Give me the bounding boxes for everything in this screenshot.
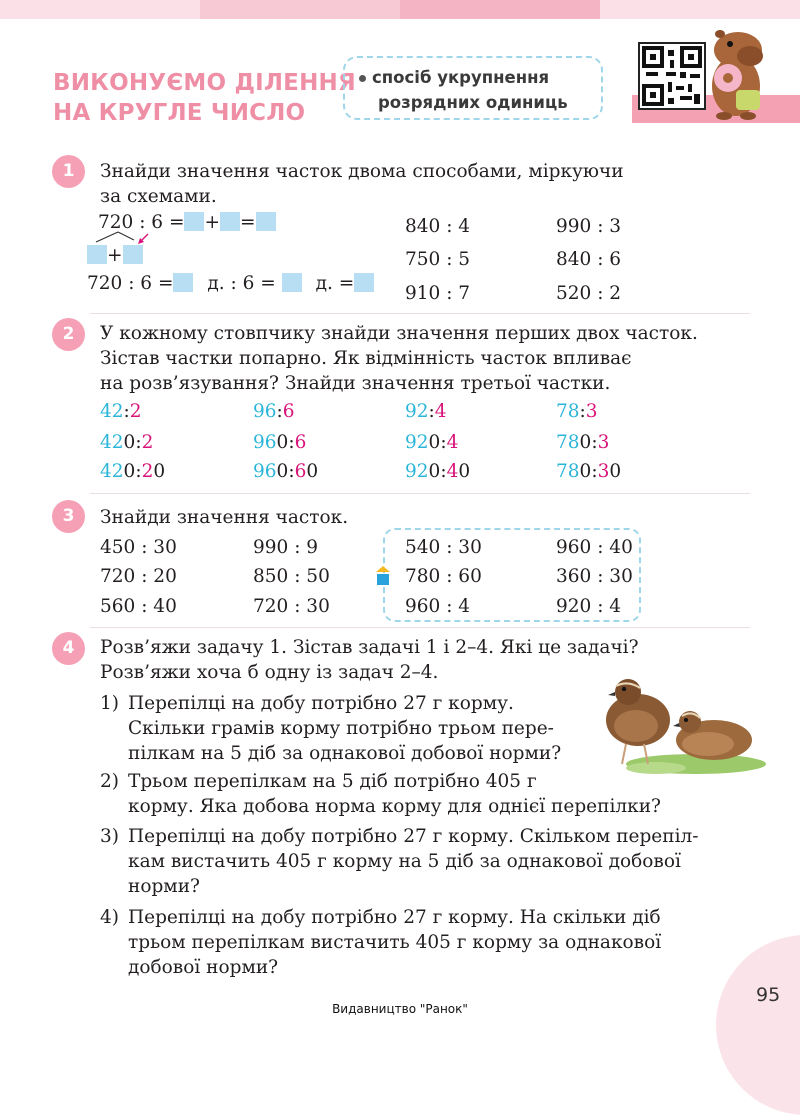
task-3-expr: 960 : 40	[556, 537, 633, 558]
top-band-4	[600, 0, 800, 19]
task-2-expr: 420:2	[100, 432, 154, 453]
task-1-text-line1: Знайди значення часток двома способами, міркуючи	[100, 161, 624, 182]
task-1-scheme-row2: +	[87, 244, 143, 268]
page-title: ВИКОНУЄМО ДІЛЕННЯ НА КРУГЛЕ ЧИСЛО	[53, 70, 356, 126]
task-3-expr: 560 : 40	[100, 596, 177, 617]
task-1-badge: 1	[52, 155, 85, 188]
divider	[90, 493, 750, 494]
house-marker-icon	[374, 564, 392, 586]
problem-4-line3: добової норми?	[128, 957, 279, 978]
top-band-1	[0, 0, 200, 19]
page-number: 95	[756, 984, 781, 1006]
problem-4-line1: Перепілці на добу потрібно 27 г корму. На скільки діб	[128, 907, 661, 928]
answer-box	[184, 212, 204, 231]
answer-box	[282, 273, 302, 292]
divider	[90, 313, 750, 314]
task-3-expr: 360 : 30	[556, 566, 633, 587]
publisher-footer: Видавництво "Ранок"	[332, 1002, 468, 1016]
task-2-expr: 960:6	[253, 432, 307, 453]
task-2-expr: 78:3	[556, 401, 598, 422]
problem-2-line1: Трьом перепілкам на 5 діб потрібно 405 г	[128, 771, 537, 792]
task-3-expr: 720 : 30	[253, 596, 330, 617]
answer-box	[123, 245, 143, 264]
task-4-badge: 4	[52, 632, 85, 665]
task-4-text-line2: Розв’яжи хоча б одну із задач 2–4.	[100, 662, 439, 683]
problem-1-line3: пілкам на 5 діб за однакової добової норми?	[128, 743, 562, 764]
task-3-expr: 850 : 50	[253, 566, 330, 587]
page-corner-decoration	[716, 935, 800, 1115]
quails-image	[596, 668, 770, 778]
task-2-expr: 780:3	[556, 432, 610, 453]
answer-box	[256, 212, 276, 231]
task-3-expr: 450 : 30	[100, 537, 177, 558]
answer-box	[354, 273, 374, 292]
task-3-badge: 3	[52, 500, 85, 533]
task-2-badge: 2	[52, 318, 85, 351]
problem-number: 1)	[100, 693, 119, 714]
task-1-expr: 910 : 7	[405, 283, 471, 304]
method-box: спосіб укрупнення розрядних одиниць	[343, 56, 603, 120]
task-2-expr: 920:4	[405, 432, 459, 453]
problem-3-line1: Перепілці на добу потрібно 27 г корму. Скільком перепіл-	[128, 826, 699, 847]
task-3-expr: 540 : 30	[405, 537, 482, 558]
capybara-mascot-image	[700, 22, 772, 126]
task-1-expr: 840 : 4	[405, 216, 471, 237]
task-3-expr: 720 : 20	[100, 566, 177, 587]
task-2-expr: 420:20	[100, 461, 166, 482]
top-band-3	[400, 0, 600, 19]
task-1-expr: 990 : 3	[556, 216, 622, 237]
task-1-expr: 840 : 6	[556, 249, 622, 270]
qr-code-icon[interactable]	[638, 42, 706, 110]
task-2-text-line2: Зістав частки попарно. Як відмінність часток впливає	[100, 348, 632, 369]
problem-4-line2: трьом перепілкам вистачить 405 г корму за однакової	[128, 932, 662, 953]
problem-2-line2: корму. Яка добова норма корму для однієї перепілки?	[128, 796, 661, 817]
task-2-text-line3: на розв’язування? Знайди значення третьої частки.	[100, 373, 611, 394]
task-2-expr: 920:40	[405, 461, 471, 482]
task-3-text: Знайди значення часток.	[100, 507, 349, 528]
task-3-expr: 780 : 60	[405, 566, 482, 587]
problem-number: 3)	[100, 826, 119, 847]
task-4-text-line1: Розв’яжи задачу 1. Зістав задачі 1 і 2–4. Які це задачі?	[100, 637, 639, 658]
task-1-scheme-row3: 720 : 6 = д. : 6 = д. =	[87, 272, 374, 296]
bullet-icon	[359, 75, 366, 82]
task-3-expr: 990 : 9	[253, 537, 319, 558]
task-1-expr: 520 : 2	[556, 283, 622, 304]
task-2-expr: 960:60	[253, 461, 319, 482]
task-2-text-line1: У кожному стовпчику знайди значення перших двох часток.	[100, 323, 698, 344]
problem-3-line2: кам вистачить 405 г корму на 5 діб за однакової добової	[128, 851, 681, 872]
problem-1-line2: Скільки грамів корму потрібно трьом пере-	[128, 718, 554, 739]
problem-number: 2)	[100, 771, 119, 792]
task-2-expr: 96:6	[253, 401, 295, 422]
answer-box	[173, 273, 193, 292]
answer-box	[220, 212, 240, 231]
answer-box	[87, 245, 107, 264]
problem-1-line1: Перепілці на добу потрібно 27 г корму.	[128, 693, 514, 714]
task-3-expr: 960 : 4	[405, 596, 471, 617]
task-3-expr: 920 : 4	[556, 596, 622, 617]
problem-number: 4)	[100, 907, 119, 928]
divider	[90, 627, 750, 628]
task-2-expr: 780:30	[556, 461, 622, 482]
task-1-text-line2: за схемами.	[100, 186, 217, 207]
task-1-expr: 750 : 5	[405, 249, 471, 270]
task-2-expr: 92:4	[405, 401, 447, 422]
problem-3-line3: норми?	[128, 876, 200, 897]
task-1-scheme-row1: 720 : 6 = + =	[98, 211, 276, 235]
top-band-2	[200, 0, 400, 19]
task-2-expr: 42:2	[100, 401, 142, 422]
